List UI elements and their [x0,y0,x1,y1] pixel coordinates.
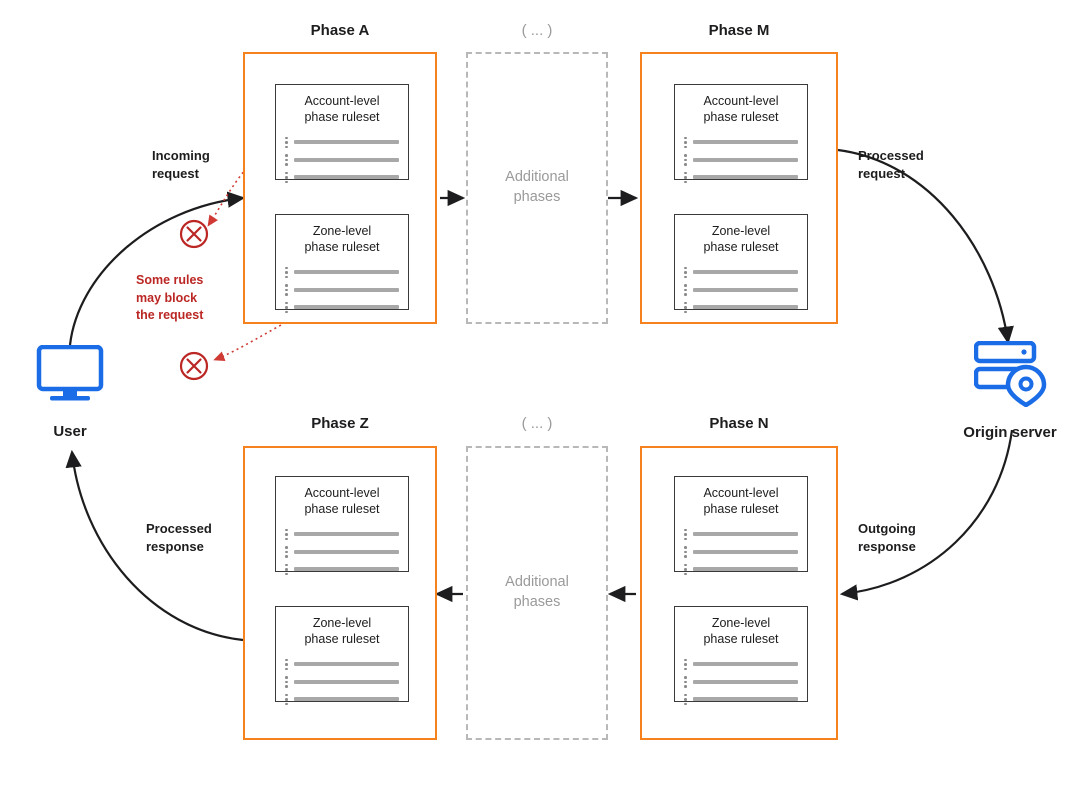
rule-dots-icon [684,528,688,542]
ruleset-label-line1: Account-level [703,486,779,500]
ruleset-label-line1: Zone-level [312,224,372,238]
block-note-line1: Some rules [136,273,204,287]
rule-row [684,301,798,315]
ruleset-label-line1: Zone-level [711,616,771,630]
ruleset-label-line2: phase ruleset [703,502,779,517]
rule-dots-icon [684,171,688,185]
phase-title-a: Phase A [310,22,370,39]
rule-row [285,675,399,689]
rule-row [285,171,399,185]
rule-dots-icon [285,658,289,672]
rule-row [684,658,798,672]
placeholder-box-bottom [466,446,608,740]
blocked-circle-x-icon [178,218,210,250]
ruleset-label-line2: phase ruleset [304,240,380,255]
rule-rows [276,528,408,584]
rule-dots-icon [285,266,289,280]
rule-row [684,563,798,577]
block-note-line3: the request [136,308,204,322]
endpoint-label-origin-server: Origin server [963,424,1057,441]
rule-rows [675,658,807,714]
placeholder-line1: Additional [505,169,569,186]
flow-label-processed-response [146,520,212,555]
ruleset-account-phase-n [674,476,808,572]
ruleset-label-zone [675,615,807,654]
rule-row [285,301,399,315]
flow-label-processed-request [858,147,924,182]
rule-row [684,528,798,542]
phase-box-m [640,52,838,324]
rule-rows [276,266,408,322]
flow-label-line2: request [858,165,905,181]
ruleset-zone-phase-a [275,214,409,310]
phase-box-a [243,52,437,324]
ruleset-label-account [276,485,408,524]
ruleset-zone-phase-z [275,606,409,702]
rule-dots-icon [684,283,688,297]
flow-label-line1: Outgoing [858,521,916,536]
placeholder-title-top: ( ... ) [521,22,553,39]
rule-row [684,171,798,185]
rule-dots-icon [285,301,289,315]
rule-row [285,136,399,150]
rule-row [684,136,798,150]
blocked-circle-x-icon [178,350,210,382]
rule-dots-icon [285,563,289,577]
ruleset-label-line1: Account-level [304,94,380,108]
rule-dots-icon [684,266,688,280]
block-note [136,272,203,325]
ruleset-label-zone [675,223,807,262]
rule-rows [675,136,807,192]
rule-row [285,563,399,577]
flow-label-line2: request [152,165,199,181]
rule-dots-icon [285,528,289,542]
phase-box-z [243,446,437,740]
rule-dots-icon [285,153,289,167]
rule-row [285,266,399,280]
phase-title-z: Phase Z [311,415,369,432]
flow-label-line1: Processed [146,521,212,536]
ruleset-label-zone [276,615,408,654]
ruleset-account-phase-a [275,84,409,180]
flow-label-line1: Processed [858,148,924,163]
placeholder-line2: phases [513,189,561,205]
ruleset-account-phase-z [275,476,409,572]
rule-dots-icon [684,675,688,689]
rule-dots-icon [684,658,688,672]
ruleset-zone-phase-m [674,214,808,310]
ruleset-label-line2: phase ruleset [304,110,380,125]
placeholder-label-top [505,168,569,207]
placeholder-line2: phases [513,594,561,610]
placeholder-box-top [466,52,608,324]
placeholder-title-bottom: ( ... ) [521,415,553,432]
flow-label-incoming-request [152,147,210,182]
monitor-icon [36,345,104,403]
ruleset-label-line2: phase ruleset [703,240,779,255]
ruleset-label-account [675,93,807,132]
ruleset-label-account [276,93,408,132]
rule-row [684,153,798,167]
rule-rows [675,528,807,584]
rule-dots-icon [285,693,289,707]
rule-row [285,693,399,707]
rule-rows [276,658,408,714]
flow-label-outgoing-response [858,520,916,555]
rule-row [285,658,399,672]
phase-title-n: Phase N [709,415,769,432]
rule-dots-icon [684,693,688,707]
arrow-origin-to-phase-n [842,430,1012,594]
ruleset-label-account [675,485,807,524]
ruleset-label-zone [276,223,408,262]
ruleset-label-line2: phase ruleset [304,632,380,647]
placeholder-line1: Additional [505,574,569,591]
ruleset-label-line1: Zone-level [312,616,372,630]
rule-dots-icon [684,301,688,315]
rule-row [684,283,798,297]
rule-dots-icon [285,136,289,150]
block-note-line2: may block [136,290,198,305]
ruleset-label-line2: phase ruleset [304,502,380,517]
server-location-icon [974,341,1050,407]
ruleset-label-line1: Zone-level [711,224,771,238]
ruleset-label-line1: Account-level [304,486,380,500]
rule-row [285,153,399,167]
rule-dots-icon [684,136,688,150]
rule-dots-icon [285,675,289,689]
phase-box-n [640,446,838,740]
ruleset-label-line2: phase ruleset [703,110,779,125]
rule-row [285,283,399,297]
rule-dots-icon [285,545,289,559]
phase-title-m: Phase M [708,22,770,39]
rule-dots-icon [684,545,688,559]
rule-dots-icon [684,153,688,167]
rule-dots-icon [684,563,688,577]
rule-row [285,528,399,542]
ruleset-zone-phase-n [674,606,808,702]
rule-row [684,545,798,559]
rule-rows [276,136,408,192]
rule-rows [675,266,807,322]
placeholder-label-bottom [505,573,569,612]
ruleset-account-phase-m [674,84,808,180]
ruleset-label-line1: Account-level [703,94,779,108]
ruleset-label-line2: phase ruleset [703,632,779,647]
flow-label-line1: Incoming [152,148,210,163]
rule-row [684,675,798,689]
flow-label-line2: response [858,538,916,554]
rule-row [684,266,798,280]
rule-dots-icon [285,283,289,297]
endpoint-label-user: User [53,423,87,440]
flow-label-line2: response [146,538,204,554]
rule-row [285,545,399,559]
rule-dots-icon [285,171,289,185]
rule-row [684,693,798,707]
